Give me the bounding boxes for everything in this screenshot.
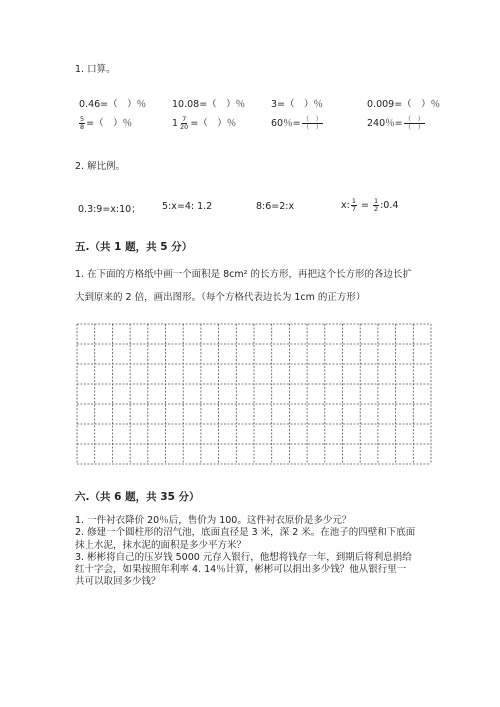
proportion-item-1: 0.3:9=x:10； [78, 204, 141, 215]
question-line: 共可以取回多少钱？ [75, 576, 161, 588]
oral-item-4: 0.009=（ ）％ [367, 99, 441, 110]
question-line: 大到原来的 2 倍，画出图形。（每个方格代表边长为 1cm 的正方形） [75, 291, 366, 303]
oral-item-1: 0.46=（ ）％ [79, 99, 147, 110]
oral-item-2: 10.08=（ ）％ [172, 99, 246, 110]
fraction: $\frac{7}{20}$ [180, 115, 189, 131]
fraction: $\frac{1}{7}$ [351, 197, 356, 213]
section-6-heading: 六.（共 6 题，共 35 分） [75, 491, 200, 503]
proportion-item-2: 5:x=4: 1.2 [162, 201, 213, 212]
graph-paper-grid[interactable] [76, 323, 432, 465]
question-line: 抹上水泥，抹水泥的面积是多少平方米？ [75, 539, 247, 551]
fraction: $\frac{1}{2}$ [373, 197, 379, 213]
fraction: $\frac{( )}{( )}$ [302, 115, 323, 131]
proportion-item-4: x: $\frac{1}{7}$ = $\frac{1}{2}$ :0.4 [341, 197, 399, 213]
section-5-question [75, 264, 435, 309]
section-5-heading: 五.（共 1 题，共 5 分） [75, 241, 193, 253]
proportion-item-3: 8:6=2:x [256, 201, 295, 212]
question-line: 1. 在下面的方格纸中画一个面积是 8cm² 的长方形，再把这个长方形的各边长扩 [75, 269, 412, 280]
oral-item-7: 60％= $\frac{( )}{( )}$ [271, 115, 323, 131]
question-1-title: 1. 口算。 [75, 64, 116, 75]
question-line: 3. 彬彬将自己的压岁钱 5000 元存入银行，他想将钱存一年，到期后将利息捐给 [75, 551, 412, 563]
section-6-questions [75, 515, 435, 589]
question-line: 2. 修建一个圆柱形的沼气池，底面直径是 3 米，深 2 米。在池子的四壁和下底面 [75, 527, 416, 539]
oral-item-5: $\frac{5}{8}$ =（ ）％ [80, 115, 133, 131]
oral-item-3: 3=（ ）％ [271, 99, 324, 110]
oral-item-6: 1 $\frac{7}{20}$ =（ ）％ [172, 115, 237, 131]
question-line: 1. 一件衬衣降价 20％后，售价为 100。这件衬衣原价是多少元？ [75, 515, 352, 526]
oral-item-8: 240％= $\frac{( )}{( )}$ [367, 115, 425, 131]
question-2-title: 2. 解比例。 [75, 161, 126, 172]
question-line: 红十字会，如果按照年利率 4. 14％计算，彬彬可以捐出多少钱？他从银行里一 [75, 564, 407, 576]
fraction: $\frac{( )}{( )}$ [404, 115, 425, 131]
fraction: $\frac{5}{8}$ [80, 115, 85, 131]
